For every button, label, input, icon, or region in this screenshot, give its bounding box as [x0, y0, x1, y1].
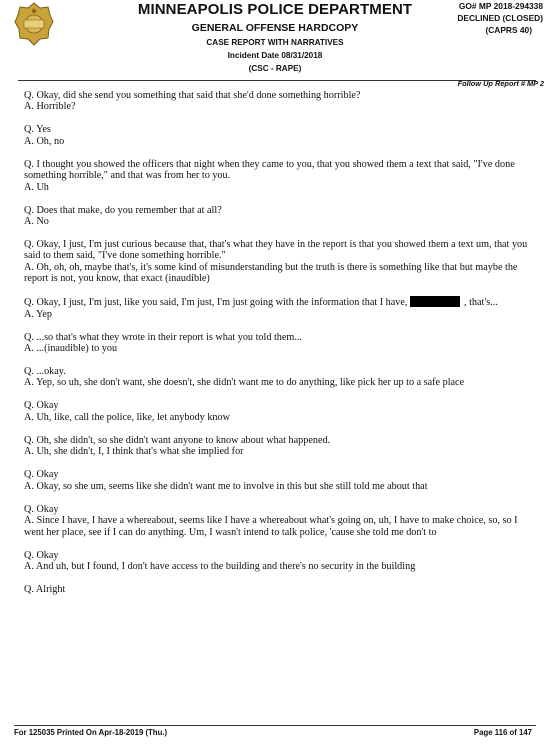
qa-block — [24, 400, 528, 423]
department-title: MINNEAPOLIS POLICE DEPARTMENT — [137, 1, 413, 18]
question-line — [24, 366, 528, 377]
question-line — [24, 239, 528, 262]
question-text: Q. Yes — [24, 124, 51, 136]
answer-line: A. Uh — [24, 181, 49, 193]
qa-block — [24, 239, 528, 285]
qa-block — [24, 159, 528, 193]
printed-on: For 125035 Printed On Apr-18-2019 (Thu.) — [14, 728, 168, 737]
answer-line: A. And uh, but I found, I don't have access to the building and there's no security in the building — [24, 560, 416, 572]
answer-line: A. ...(inaudible) to you — [24, 343, 118, 355]
answer-line: A. Since I have, I have a whereabout, seems like I have a whereabout what's going on, uh, I have to make choice, so, so I went her place, see if I can do anything. Um, I wasn't intend to talk police, 'cause she told me don't to — [24, 515, 518, 538]
report-subtitle: CASE REPORT WITH NARRATIVES — [206, 38, 344, 47]
qa-block — [24, 296, 528, 320]
report-title: GENERAL OFFENSE HARDCOPY — [191, 22, 359, 34]
question-line — [24, 400, 528, 411]
answer-line: A. Oh, oh, oh, maybe that's, it's some kind of misunderstanding but the truth is there is something like that but maybe the report is not, you know, that exact (inaudible) — [24, 261, 518, 285]
answer-line: A. Uh, she didn't, I, I think that's what she implied for — [24, 446, 244, 458]
caprs-code: (CAPRS 40) — [485, 25, 532, 35]
question-text: Q. Okay, I just, I'm just, like you said, I'm just, I'm just going with the information that I have, — [24, 297, 408, 309]
transcript — [24, 90, 528, 607]
question-text: Q. Oh, she didn't, so she didn't want anyone to know about what happened. — [24, 434, 331, 446]
question-line — [24, 90, 528, 101]
qa-block — [24, 504, 528, 538]
qa-block — [24, 205, 528, 228]
answer-line: A. Oh, no — [24, 135, 65, 147]
qa-block — [24, 435, 528, 458]
followup-report-number: Follow Up Report # MP 2 — [457, 79, 544, 88]
qa-block — [24, 90, 528, 113]
answer-line: A. Horrible? — [24, 101, 76, 113]
answer-line: A. Yep, so uh, she don't want, she doesn't, she didn't want me to do anything, like pick her up to a safe place — [24, 377, 465, 389]
question-line — [24, 469, 528, 480]
qa-block — [24, 469, 528, 492]
question-text: Q. Okay, I just, I'm just curious because that, that's what they have in the report is that you showed them a text um, that you said to them said, "I've done something horrible." — [24, 239, 528, 262]
question-line — [24, 159, 528, 182]
question-text: Q. ...so that's what they wrote in their report is what you told them... — [24, 331, 302, 343]
question-text: Q. Okay — [24, 549, 59, 561]
incident-date: Incident Date 08/31/2018 — [227, 51, 323, 60]
qa-block — [24, 124, 528, 147]
answer-line: A. Yep — [24, 308, 53, 320]
answer-line: A. Okay, so she um, seems like she didn't want me to involve in this but she still told me about that — [24, 480, 428, 492]
question-line — [24, 205, 528, 216]
page-number: Page 116 of 147 — [473, 728, 532, 737]
question-text: Q. I thought you showed the officers that night when they came to you, that you showed them a text that said, "I've done something horrible," and that was from her to you. — [24, 158, 515, 182]
qa-block — [24, 550, 528, 573]
footer-divider — [14, 725, 536, 726]
question-line — [24, 584, 528, 595]
question-text: Q. Okay — [24, 469, 59, 481]
question-text: Q. Okay — [24, 400, 59, 412]
question-line — [24, 124, 528, 135]
question-text: Q. Okay — [24, 503, 59, 515]
question-text: Q. Does that make, do you remember that at all? — [24, 204, 222, 216]
qa-block — [24, 584, 528, 595]
answer-line: A. No — [24, 216, 49, 228]
question-line — [24, 504, 528, 515]
question-line — [24, 435, 528, 446]
case-type: (CSC - RAPE) — [248, 64, 302, 73]
question-text: Q. Alright — [24, 583, 66, 595]
redaction-bar — [410, 296, 460, 307]
qa-block — [24, 332, 528, 355]
question-text: Q. ...okay. — [24, 366, 66, 378]
answer-line: A. Uh, like, call the police, like, let anybody know — [24, 411, 230, 423]
qa-block — [24, 366, 528, 389]
question-line — [24, 296, 528, 308]
question-line — [24, 550, 528, 561]
question-line — [24, 332, 528, 343]
go-number: GO# MP 2018-294338 — [458, 1, 543, 11]
question-tail: , that's... — [463, 297, 498, 309]
case-status: DECLINED (CLOSED) — [457, 13, 543, 23]
question-text: Q. Okay, did she send you something that said that she'd done something horrible? — [24, 90, 361, 101]
